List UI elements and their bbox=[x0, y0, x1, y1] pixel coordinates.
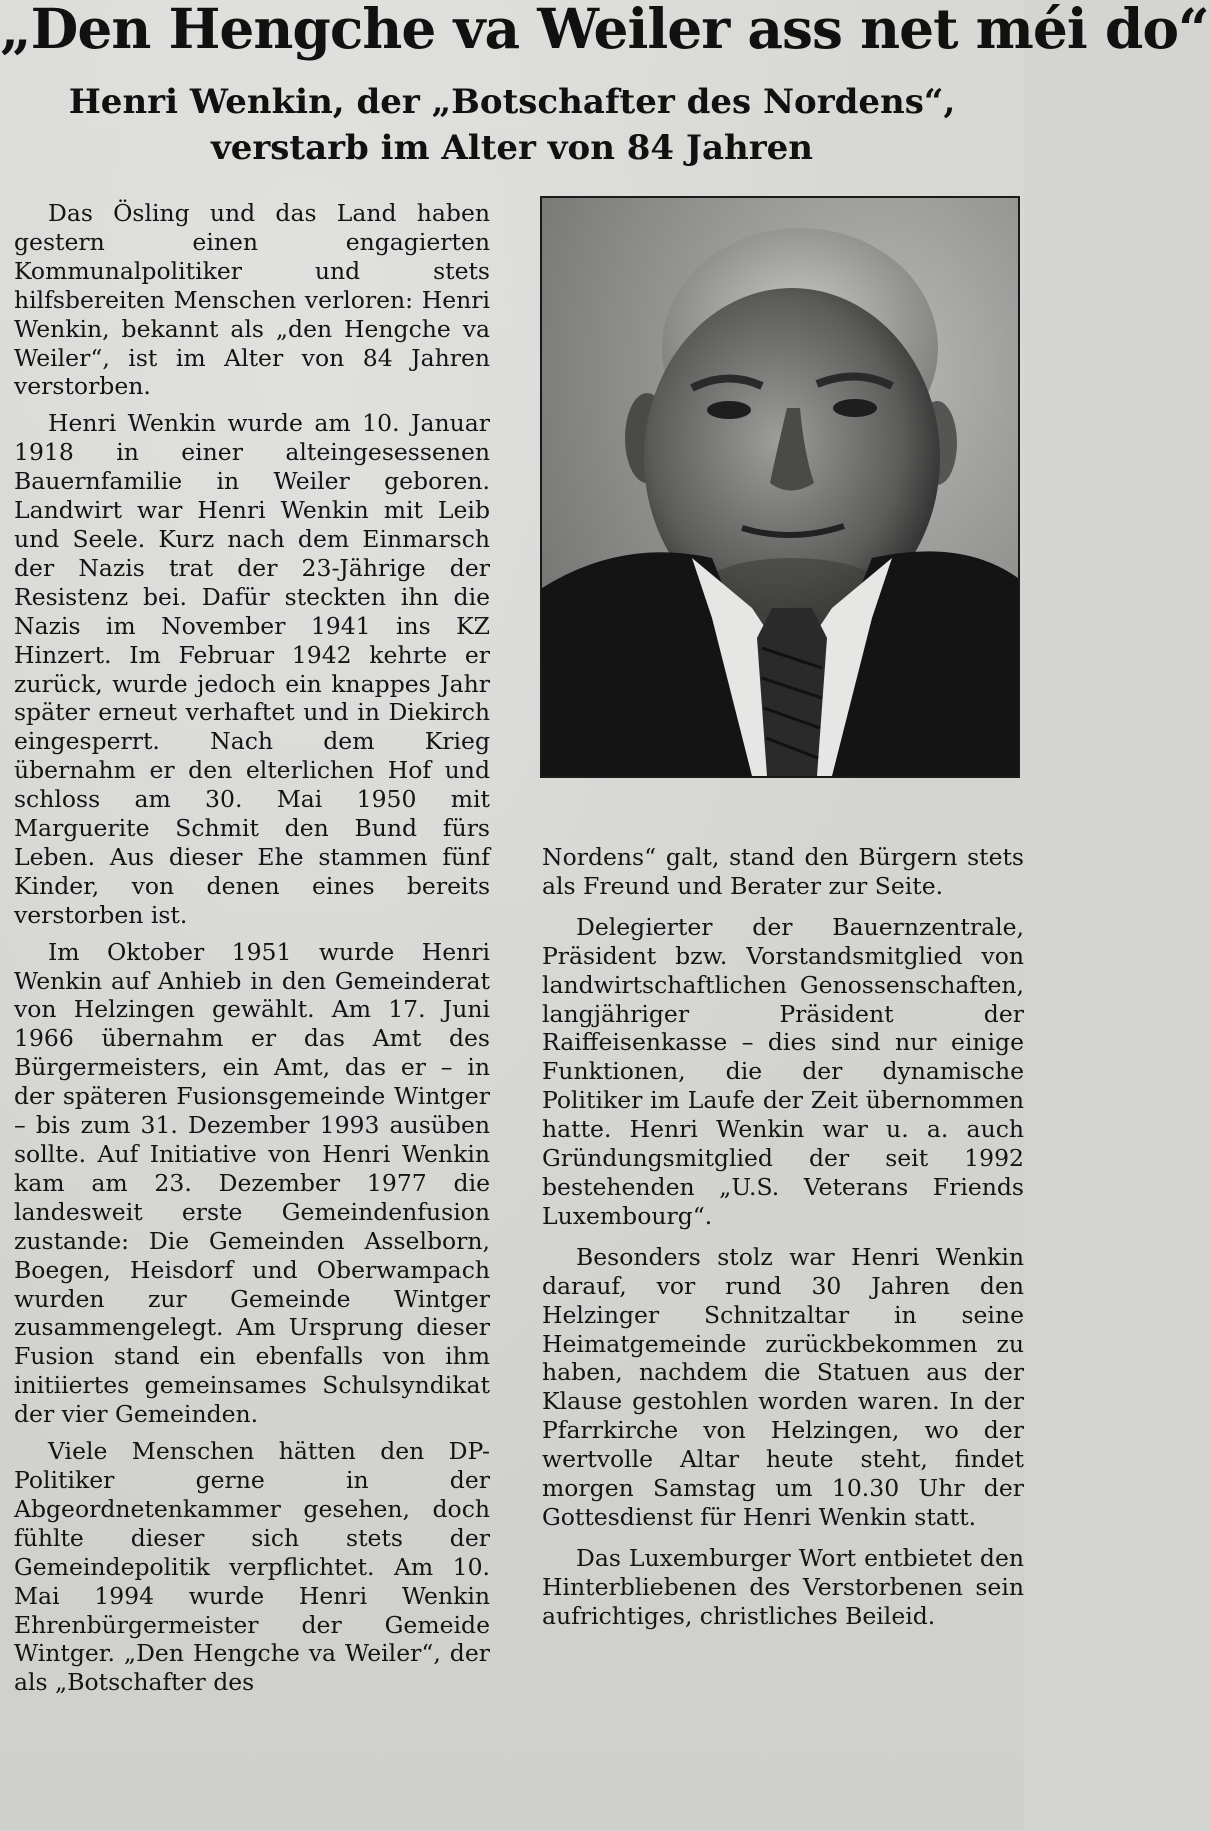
paragraph: Im Oktober 1951 wurde Henri Wenkin auf Anhieb in den Gemeinderat von Helzingen gewählt. Am 17. Juni 1966 übernahm er das Amt des Bürgermeisters, ein Amt, das er – in der späteren Fusionsgemeinde Wintger – bis zum 31. Dezember 1993 ausüben sollte. Auf Initiative von Henri Wenkin kam am 23. Dezember 1977 die landesweit erste Gemeindenfusion zustande: Die Gemeinden Asselborn, Boegen, Heisdorf und Oberwampach wurden zur Gemeinde Wintger zusammengelegt. Am Ursprung dieser Fusion stand ein ebenfalls von ihm initiiertes gemeinsames Schulsyndikat der vier Gemeinden. bbox=[14, 937, 490, 1429]
paragraph: Das Luxemburger Wort entbietet den Hinterbliebenen des Verstorbenen sein aufrichtiges, christliches Beileid. bbox=[542, 1543, 1024, 1630]
paragraph: Henri Wenkin wurde am 10. Januar 1918 in einer alteingesessenen Bauernfamilie in Weiler geboren. Landwirt war Henri Wenkin mit Leib und Seele. Kurz nach dem Einmarsch der Nazis trat der 23-Jährige der Resistenz bei. Dafür steckten ihn die Nazis im November 1941 ins KZ Hinzert. Im Februar 1942 kehrte er zurück, wurde jedoch ein knappes Jahr später erneut verhaftet und in Diekirch eingesperrt. Nach dem Krieg übernahm er den elterlichen Hof und schloss am 30. Mai 1950 mit Marguerite Schmit den Bund fürs Leben. Aus dieser Ehe stammen fünf Kinder, von denen eines bereits verstorben ist. bbox=[14, 409, 490, 929]
paragraph: Besonders stolz war Henri Wenkin darauf, vor rund 30 Jahren den Helzinger Schnitzaltar in seine Heimatgemeinde zurückbekommen zu haben, nachdem die Statuen aus der Klause gestohlen worden waren. In der Pfarrkirche von Helzingen, wo der wertvolle Altar heute steht, findet morgen Samstag um 10.30 Uhr der Gottesdienst für Henri Wenkin statt. bbox=[542, 1242, 1024, 1531]
article-subheadline-line-2: verstarb im Alter von 84 Jahren bbox=[210, 128, 814, 168]
paragraph: Nordens“ galt, stand den Bürgern stets als Freund und Berater zur Seite. bbox=[542, 843, 1024, 900]
article-headline: „Den Hengche va Weiler ass net méi do“ bbox=[0, 0, 1209, 61]
article-column-right bbox=[542, 843, 1024, 1631]
portrait-photo bbox=[540, 196, 1020, 778]
paragraph: Das Ösling und das Land haben gestern einen engagierten Kommunalpolitiker und stets hilfsbereiten Menschen verloren: Henri Wenkin, bekannt als „den Hengche va Weiler“, ist im Alter von 84 Jahren verstorben. bbox=[14, 199, 490, 401]
paragraph: Delegierter der Bauernzentrale, Präsident bzw. Vorstandsmitglied von landwirtschaftlichen Genossenschaften, langjähriger Präsident der Raiffeisenkasse – dies sind nur einige Funktionen, die der dynamische Politiker im Laufe der Zeit übernommen hatte. Henri Wenkin war u. a. auch Gründungsmitglied der seit 1992 bestehenden „U.S. Veterans Friends Luxembourg“. bbox=[542, 912, 1024, 1230]
article-subheadline-line-1: Henri Wenkin, der „Botschafter des Nordens“, bbox=[68, 82, 956, 122]
article-column-left bbox=[14, 199, 490, 1697]
paragraph: Viele Menschen hätten den DP-Politiker gerne in der Abgeordnetenkammer gesehen, doch fühlte dieser sich stets der Gemeindepolitik verpflichtet. Am 10. Mai 1994 wurde Henri Wenkin Ehrenbürgermeister der Gemeide Wintger. „Den Hengche va Weiler“, der als „Botschafter des bbox=[14, 1437, 490, 1697]
portrait-image bbox=[542, 198, 1018, 776]
